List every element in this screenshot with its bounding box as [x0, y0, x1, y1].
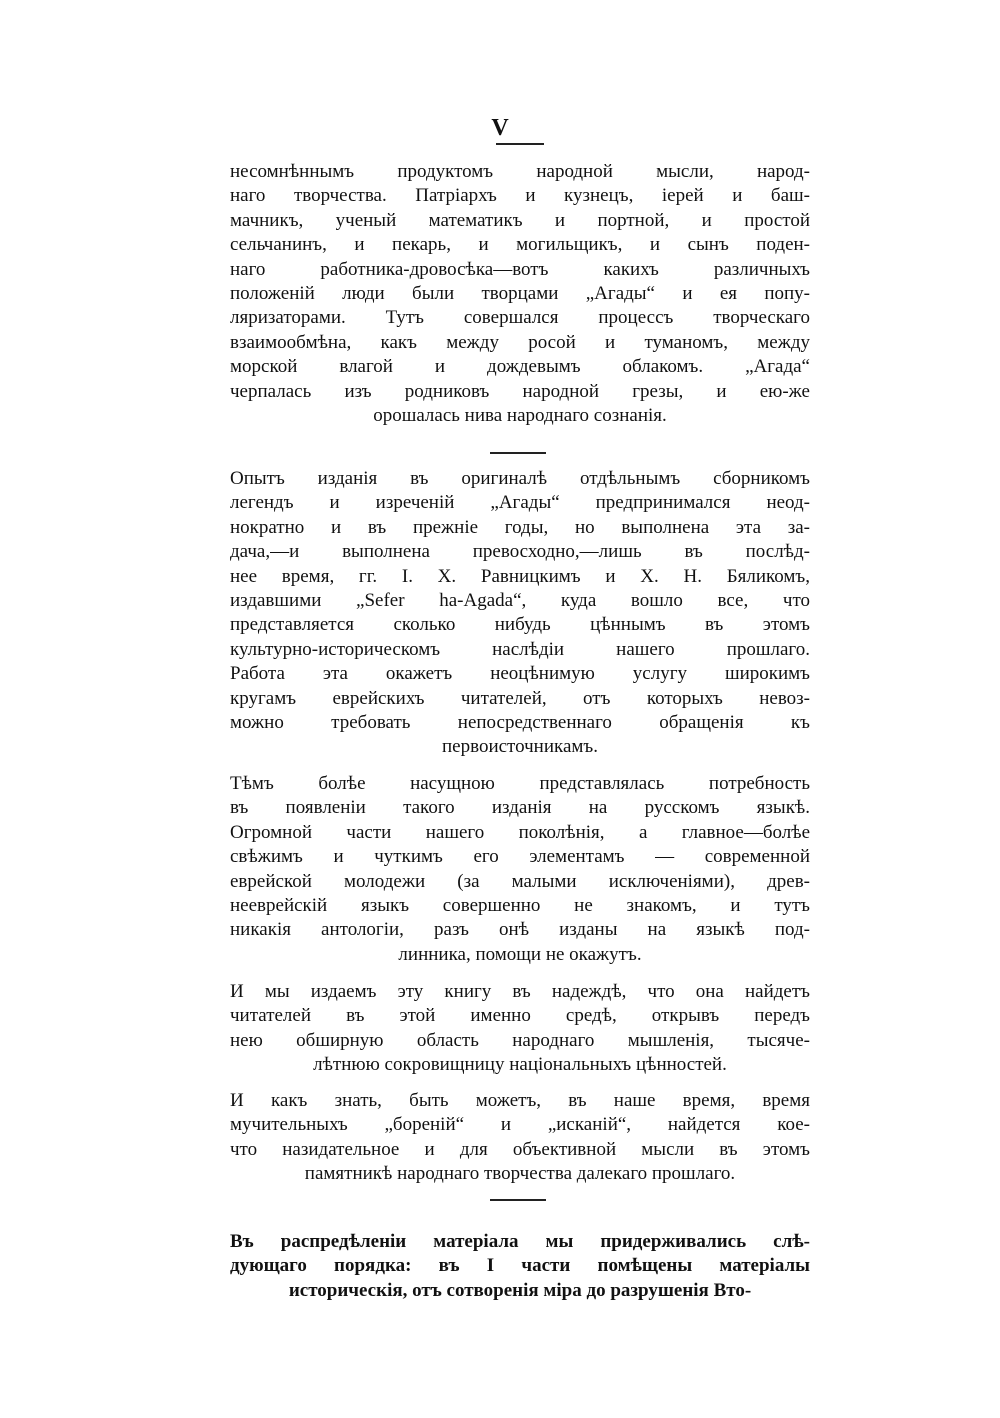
text-line: культурно-историческомъ наслѣдіи нашего прошлаго. [230, 638, 810, 660]
text-line: черпалась изъ родниковъ народной грезы, и ею-же [230, 380, 810, 402]
paragraph-russian-edition-need [230, 772, 810, 967]
text-line: Въ распредѣленіи матеріала мы придерживались слѣ- [230, 1231, 810, 1252]
text-line: представляется сколько нибудь цѣннымъ въ этомъ [230, 614, 810, 636]
text-line: кругамъ еврейскихъ читателей, отъ которыхъ невоз- [230, 687, 810, 709]
text-line: взаимообмѣна, какъ между росой и туманомъ, между [230, 331, 810, 353]
text-line: И какъ знать, быть можетъ, въ наше время, время [230, 1090, 810, 1111]
text-line: мачникъ, ученый математикъ и портной, и простой [230, 209, 810, 231]
paragraph-publishing-hope [230, 980, 810, 1078]
text-line: первоисточникамъ. [442, 736, 598, 758]
page-number: V [491, 115, 509, 141]
text-line: морской влагой и дождевымъ облакомъ. „Агада“ [230, 356, 810, 378]
text-line: несомнѣннымъ продуктомъ народной мысли, народ- [230, 161, 810, 182]
text-line: Огромной части нашего поколѣнія, а главное—болѣе [230, 821, 810, 843]
text-line: Работа эта окажетъ неоцѣнимую услугу широкимъ [230, 663, 810, 685]
text-line: издавшими „Sefer ha-Agada“, куда вошло все, что [230, 589, 810, 611]
text-line: памятникѣ народнаго творчества далекаго прошлаго. [304, 1163, 736, 1185]
text-line: наго работника-дровосѣка—вотъ какихъ различныхъ [230, 258, 810, 280]
text-line: еврейской молодежи (за малыми исключеніями), древ- [230, 870, 810, 892]
text-line: дача,—и выполнена превосходно,—лишь въ послѣд- [230, 541, 810, 563]
section-separator [490, 1199, 546, 1201]
text-line: можно требовать непосредственнаго обращенія къ [230, 711, 810, 733]
text-line: въ появленіи такого изданія на русскомъ языкѣ. [230, 797, 810, 819]
text-line: мучительныхъ „бореній“ и „исканій“, найдется кое- [230, 1114, 810, 1136]
text-line: ляризаторами. Тутъ совершался процессъ творческаго [230, 307, 810, 329]
text-line: дующаго порядка: въ I части помѣщены матеріалы [230, 1255, 810, 1277]
text-line: сельчанинъ, и пекарь, и могильщикъ, и сынъ поден- [230, 234, 810, 256]
text-line: свѣжимъ и чуткимъ его элементамъ — современной [230, 846, 810, 868]
paragraph-original-edition [230, 467, 810, 760]
text-line: читателей въ этой именно средѣ, открывъ передъ [230, 1005, 810, 1027]
text-line: что назидательное и для объективной мысли въ этомъ [230, 1138, 810, 1160]
text-line: нею обширную область народнаго мышленія, тысяче- [230, 1029, 810, 1051]
text-line: орошалась нива народнаго сознанія. [373, 404, 667, 426]
text-line: нократно и въ прежніе годы, но выполнена эта за- [230, 516, 810, 538]
text-line: легендъ и изреченій „Агады“ предпринимался неод- [230, 492, 810, 514]
text-line: линника, помощи не окажутъ. [398, 943, 642, 965]
text-line: Тѣмъ болѣе насущною представлялась потребность [230, 773, 810, 794]
paragraph-edifying-content [230, 1089, 810, 1187]
text-line: наго творчества. Патріархъ и кузнецъ, іерей и баш- [230, 185, 810, 207]
text-line: историческія, отъ сотворенія міра до разрушенія Вто- [288, 1279, 752, 1301]
text-line: И мы издаемъ эту книгу въ надеждѣ, что она найдетъ [230, 981, 810, 1002]
text-line: положеній люди были творцами „Агады“ и ея попу- [230, 282, 810, 304]
text-line: Опытъ изданія въ оригиналѣ отдѣльнымъ сборникомъ [230, 468, 810, 489]
text-line: лѣтнюю сокровищницу національныхъ цѣнностей. [313, 1054, 727, 1076]
text-line: никакія антологіи, разъ онѣ изданы на языкѣ под- [230, 919, 810, 941]
paragraph-material-arrangement [230, 1230, 810, 1303]
paragraph-folk-creativity [230, 160, 810, 428]
section-separator [490, 452, 546, 454]
text-line: нееврейскій языкъ совершенно не знакомъ, и тутъ [230, 894, 810, 916]
page-number-underline [496, 143, 544, 145]
text-line: нее время, гг. I. X. Равницкимъ и X. Н. Бяликомъ, [230, 565, 810, 587]
